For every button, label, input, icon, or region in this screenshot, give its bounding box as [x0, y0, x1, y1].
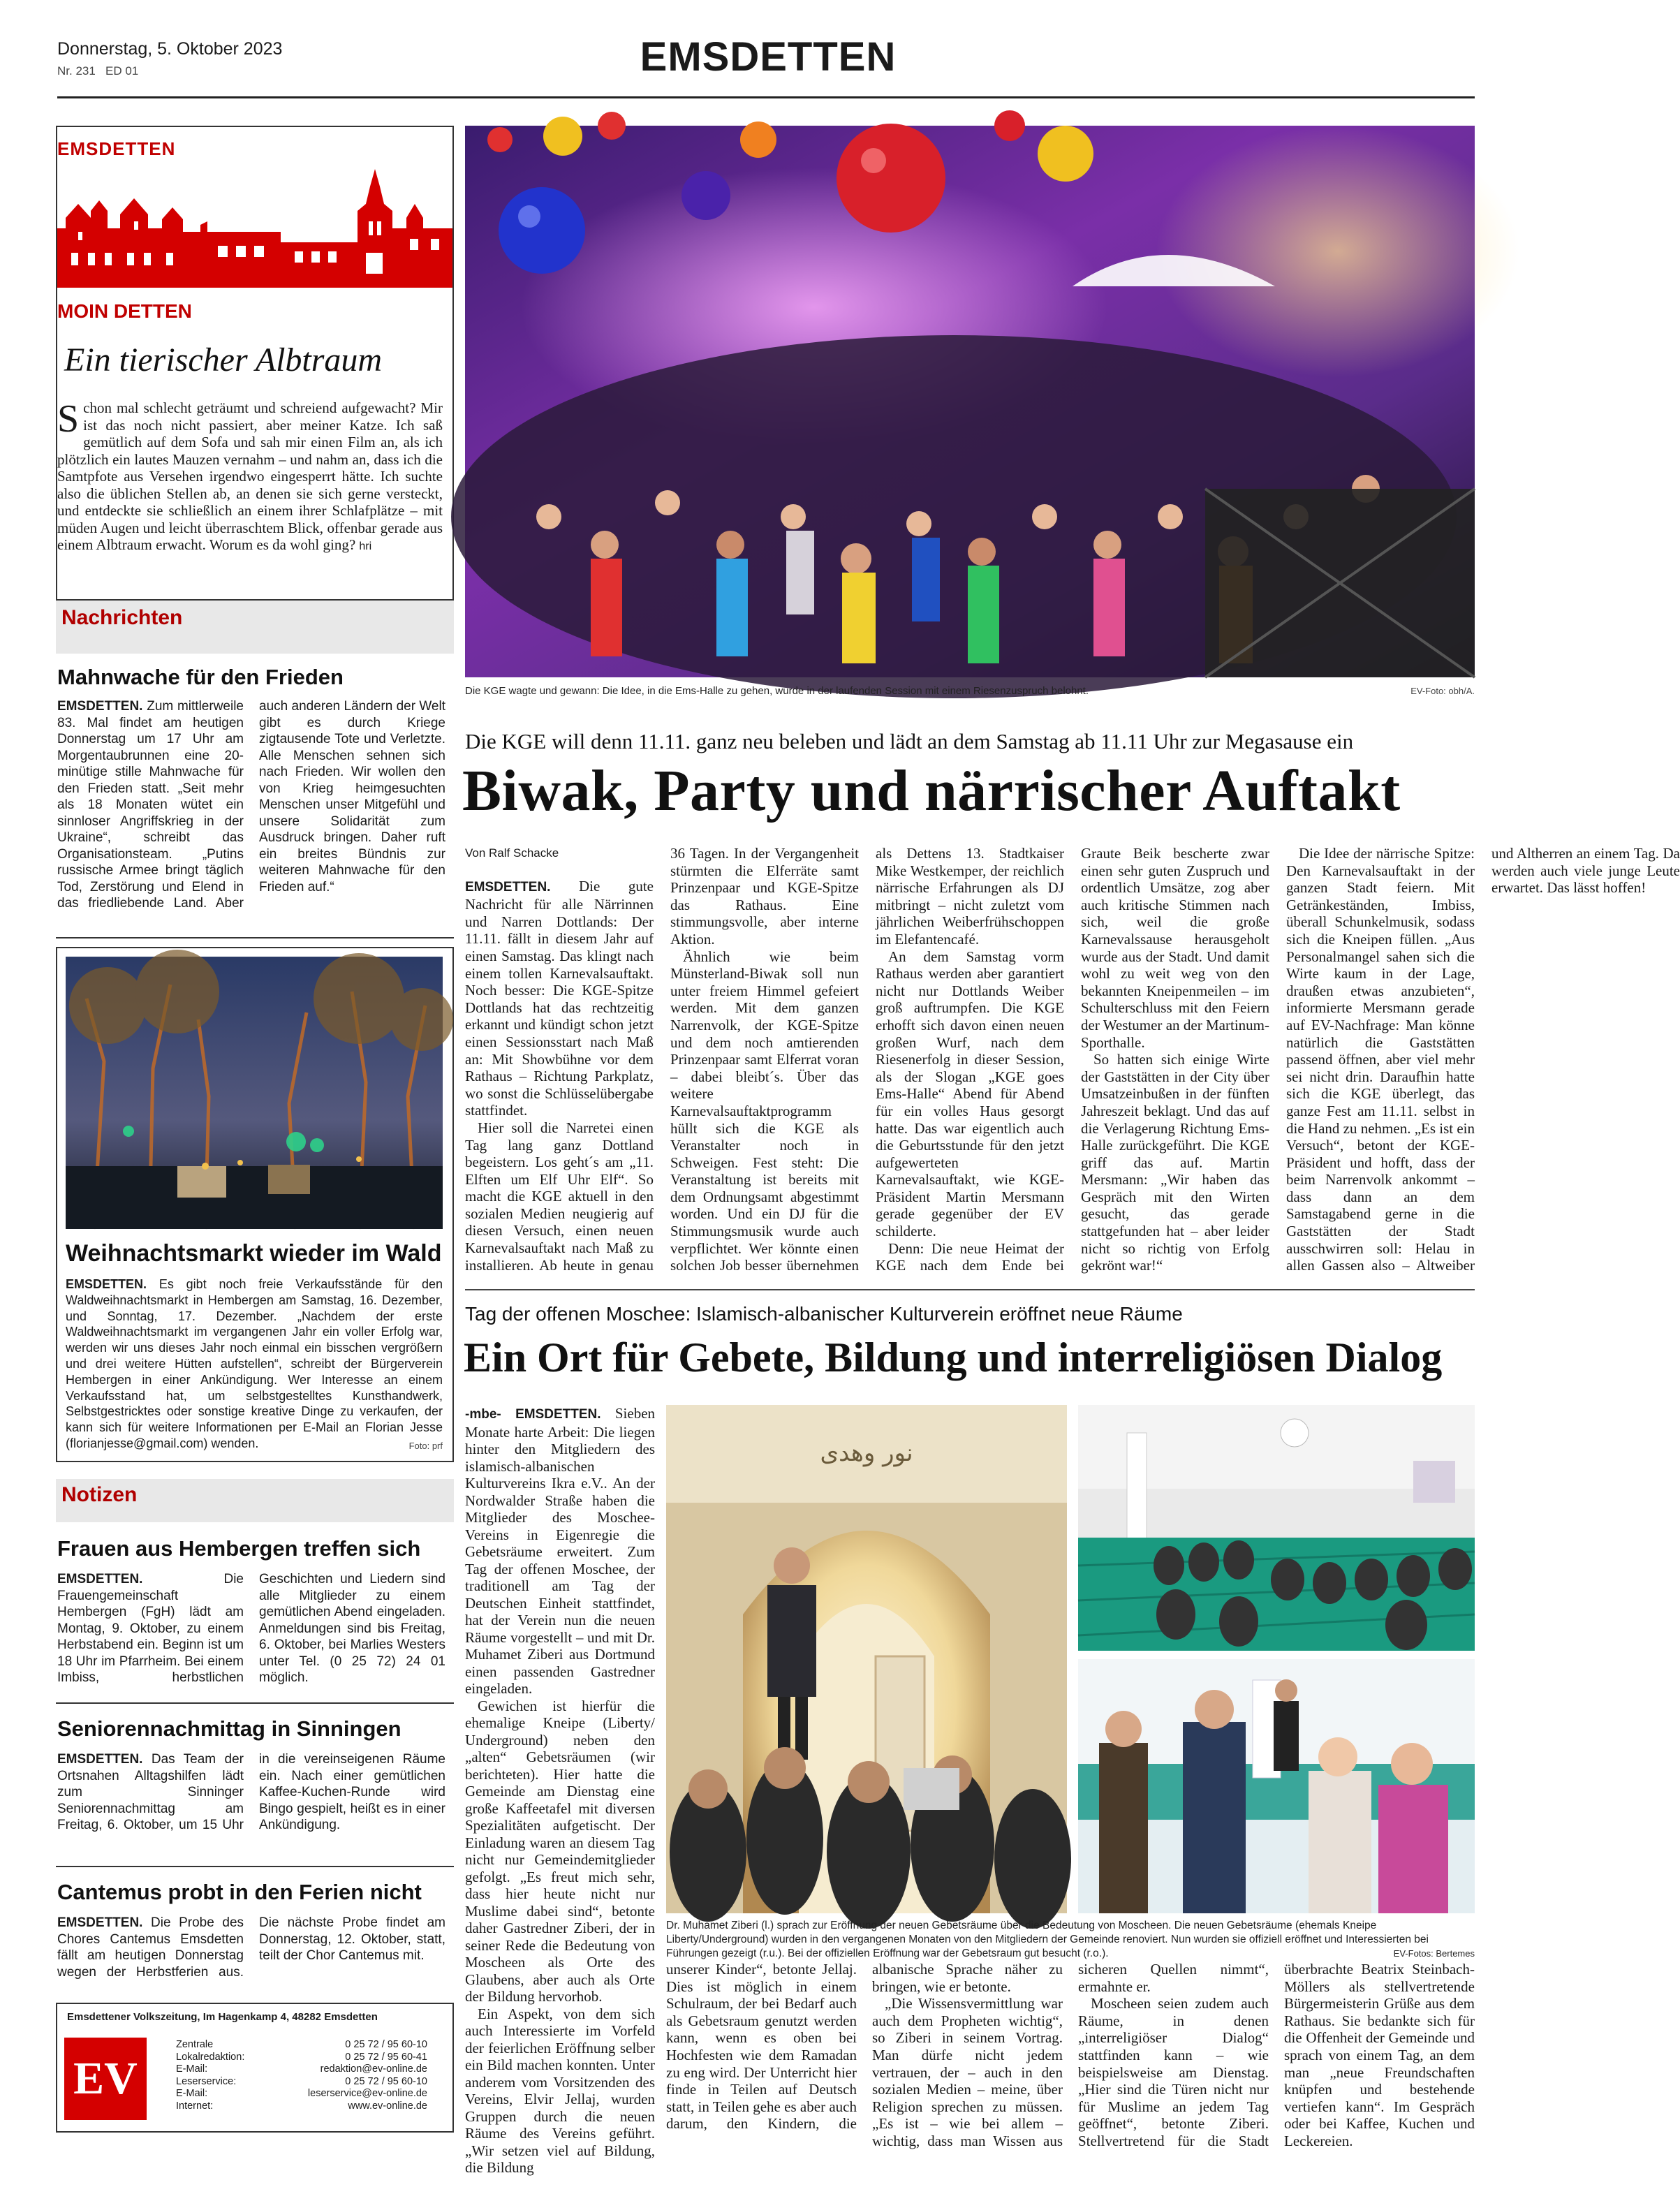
second-paragraph: Gewichen ist hierfür die ehemalige Kneipe (Liberty/ Underground) neben den „alten“ Gebetsräumen (wir berichteten). Hier hatte die Gemeinde am Dienstag eine große Kaffeetafel mit diversen Spezialitäten aufgetischt. Der Einladung waren an diesem Tag nicht nur Gemeindemitglieder gefolgt. „Es freut mich sehr, dass hier heute nicht nur Muslime dabei sind“, betonte daher Gastredner Ziberi, der in seiner Rede die Bedeutung von Moscheen als Orte des Glaubens, aber auch als Orte der Bildung hervorhob.: [465, 1697, 655, 2005]
imprint-row-label: Internet:: [176, 2100, 214, 2112]
lead-paragraph: Ähnlich wie beim Münsterland-Biwak soll nun unter freiem Himmel gefeiert werden. Mit dem ganzen Narrenvolk, der KGE-Spitze und dem noch amtierenden Prinzenpaar samt Elferrat voran – dabei bleibt´s. Über das weitere Karnevalsauftaktprogramm hüllt sich die KGE als Veranstalter noch in Schweigen. Fest steht: Die Veranstaltung ist bereits mit dem Ordnungsamt abgestimmt worden. Und ein DJ für die Stimmungsmusik wurde auch verpflichtet. Wer könnte einen solchen Job besser übernehmen als Dettens 13. Stadtkaiser Mike Westkemper, der reichlich närrische Erfahrungen als DJ mitbringt – nicht zuletzt vom jährlichen Weiberfrühschoppen im Elefantencafé.: [670, 845, 1064, 1274]
lead-photo-credit: EV-Foto: obh/A.: [1410, 686, 1475, 696]
news2-text: EMSDETTEN. Es gibt noch freie Verkaufsstände für den Waldweihnachtsmarkt in Hembergen am Samstag, 16. Dezember, und Sonntag, 17. Dezember. „Nachdem der erste Waldweihnachtsmarkt im vergangenen Jahr ein voller Erfolg war, werden wir uns dieses Jahr noch einmal ein bisschen vergrößern und drei weitere Hütten aufstellen“, schreibt der Bürgerverein Hembergen in einer Ankündigung. Wer Interesse an einem Verkaufsstand hat, um selbstgestelltes Kunsthandwerk, Selbstgestricktes oder sonstige kreative Dinge zu verkaufen, der kann sich für weitere Informationen per E-Mail an Florian Jesse (florianjesse@gmail.com) wenden. Foto: prf: [66, 1276, 443, 1455]
mosque-photo-caption: Dr. Muhamet Ziberi (l.) sprach zur Eröffnung der neuen Gebetsräume über die Bedeutung von Moscheen. Die neuen Gebetsräume (ehemals Kneipe Liberty/Underground) wurden in den vergangenen Monaten von den Mitgliedern der Gemeinde renoviert. Nun wurden sie offiziell eröffnet und Interessierten bei Führungen gezeigt (r.u.). Bei der offiziellen Eröffnung war der Gebetsraum gut besucht (r.o.). EV-Fotos: Bertemes: [666, 1920, 1475, 1959]
lead-kicker: Die KGE will denn 11.11. ganz neu beleben und lädt an dem Samstag ab 11.11 Uhr zur Megasause ein: [465, 729, 1354, 753]
notes-label: Notizen: [56, 1479, 454, 1522]
imprint-row-value: leserservice@ev-online.de: [307, 2088, 427, 2099]
header-rule: [57, 96, 1475, 98]
issue-number: Nr. 231 ED 01: [57, 64, 139, 78]
town-skyline-illustration: [57, 162, 452, 288]
town-label: EMSDETTEN: [57, 138, 176, 159]
notes2-headline: Seniorennachmittag in Sinningen: [57, 1716, 401, 1741]
second-kicker: Tag der offenen Moschee: Islamisch-albanischer Kulturverein eröffnet neue Räume: [465, 1303, 1183, 1325]
imprint-row-value: 0 25 72 / 95 60-41: [345, 2051, 427, 2063]
dropcap: S: [57, 397, 80, 441]
lead-photo-caption: Die KGE wagte und gewann: Die Idee, in die Ems-Halle zu gehen, wurde in der laufenden Session mit einem Riesenzuspruch belohnt.: [465, 685, 1089, 697]
imprint-contacts: [176, 2039, 427, 2112]
second-paragraph: Moscheen seien zudem auch Räume, in denen „interreligiöser Dialog“ stattfinden kann – wie beispielsweise am Dienstag. „Hier sind die Türen nicht nur für Muslime an jedem Tag geöffnet“, betonte Ziberi. Stellvertretend für die Stadt überbrachte Beatrix Steinbach-Möllers als stellvertretende Bürgermeisterin Grüße aus dem Rathaus. Sie bedankte sich für die Offenheit der Gemeinde und sprach von einem Tag, an dem man „neue Freundschaften knüpfen und bestehende vertiefen kann“. Im Gespräch oder bei Kaffee, Kuchen und Leckereien.: [1078, 1961, 1475, 2149]
divider: [56, 937, 454, 938]
news2-headline: Weihnachtsmarkt wieder im Wald: [66, 1240, 442, 1267]
column-title: Ein tierischer Albtraum: [64, 341, 383, 378]
mosque-photo-credit: EV-Fotos: Bertemes: [1393, 1948, 1475, 1959]
carnival-party-photo: [465, 126, 1475, 677]
imprint-row-value: 0 25 72 / 95 60-10: [345, 2039, 427, 2050]
imprint-row-value: www.ev-online.de: [348, 2100, 427, 2112]
divider: [56, 1702, 454, 1704]
second-paragraph: „Die Wissensvermittlung war auch dem Propheten wichtig“, so Ziberi in seinem Vortrag. Man dürfe nicht jedem vertrauen, der – auch in den sozialen Medien – meine, über Religion sprechen zu müssen. „Es ist – wie bei allem – wichtig, dass man Wissen aus sicheren Quellen nimmt“, ermahnte er.: [872, 1961, 1269, 2149]
notes2-text: EMSDETTEN. Das Team der Ortsnahen Alltagshilfen lädt zum Sinninger Seniorennachmittag am Freitag, 6. Oktober, um 15 Uhr in die vereinseigenen Räume ein. Nach einer gemütlichen Kaffee-Kuchen-Runde wird Bingo gespielt, heißt es in einer Ankündigung.: [57, 1752, 445, 1832]
section-title: EMSDETTEN: [640, 34, 897, 80]
imprint-row-label: E-Mail:: [176, 2063, 208, 2075]
second-article-bottom: [666, 1961, 1475, 2156]
imprint-row-label: Leserservice:: [176, 2075, 237, 2087]
news1-text: EMSDETTEN. Zum mittlerweile 83. Mal findet am heutigen Donnerstag um 17 Uhr am Morgentaubrunnen eine 20-minütige stille Mahnwache für den Frieden statt. „Seit mehr als 18 Monaten wütet ein sinnloser Angriffskrieg in der Ukraine“, schreibt das Organisationsteam. „Putins russische Armee bringt täglich Tod, Zerstörung und Elend in das friedliebende Land. Aber auch anderen Ländern der Welt gibt es durch Kriege zigtausende Tote und Verletzte. Alle Menschen sehnen sich nach Frieden. Wir wollen den von Krieg heimgesuchten Menschen unser Mitgefühl und unsere Solidarität zum Ausdruck bringen. Daher ruft ein breites Bündnis zur weiteren Mahnwache für den Frieden auf.“: [57, 699, 445, 911]
second-headline: Ein Ort für Gebete, Bildung und interreligiösen Dialog: [464, 1334, 1443, 1381]
second-article-col1: -mbe- EMSDETTEN. Sieben Monate harte Arbeit: Die liegen hinter den Mitgliedern des islamisch-albanischen Kulturvereins Ikra e.V.. An der Nordwalder Straße haben die Mitglieder des Moschee-Vereins in Eigenregie die Gebetsräume erweitert. Zum Tag der offenen Moschee, der traditionell am Tag der Deutschen Einheit stattfindet, hat der Verein nun die neuen Räume vorgestellt – und mit Dr. Muhamet Ziberi aus Dortmund einen passenden Gastredner eingeladen. Gewichen ist hierfür die ehemalige Kneipe (Liberty/ Underground) neben den „alten“ Gebetsräumen (wir berichteten). Hier hatte die Gemeinde am Dienstag eine große Kaffeetafel mit diversen Spezialitäten aufgetischt. Der Einladung waren an diesem Tag nicht nur Gemeindemitglieder gefolgt. „Es freut mich sehr, dass hier heute nicht nur Muslime dabei sind“, betonte daher Gastredner Ziberi, der in seiner Rede die Bedeutung von Moscheen als Orte des Glaubens, aber auch als Orte der Bildung hervorhob. Ein Aspekt, von dem sich auch Interessierte im Vorfeld der feierlichen Eröffnung selber ein Bild machen konnten. Unter anderem vom Vorsitzenden des Vereins, Elvir Jellaj, wurden Gruppen durch die neuen Räume des Vereins geführt. „Wir setzen viel auf Bildung, die Bildung: [465, 1405, 656, 2176]
news1-headline: Mahnwache für den Frieden: [57, 665, 344, 689]
lead-paragraph: Denn: Die neue Heimat der KGE nach dem Ende bei Graute Beik bescherte zwar einen sehr guten Zuspruch und ordentlich Umsätze, zog aber auch kritische Stimmen nach sich, weil die große Karnevalssause herausgeholt wurde aus der Stadt. Und damit wohl zu weit weg von den bekannten Kneipenmeilen – im Schulterschluss mit den Feiern der Westumer an der Martinum-Sporthalle.: [876, 845, 1269, 1274]
notes3-headline: Cantemus probt in den Ferien nicht: [57, 1880, 422, 1904]
mosque-speaker-photo: [666, 1405, 1067, 1913]
lead-byline: Von Ralf Schacke: [465, 846, 559, 860]
ev-logo: EV: [64, 2038, 147, 2120]
column-rubric: MOIN DETTEN: [57, 300, 192, 322]
lead-paragraph: EMSDETTEN. Die gute Nachricht für alle Närrinnen und Narren Dottlands: Der 11.11. fällt in diesem Jahr auf einen Samstag. Das klingt nach einem tollen Karnevalsauftakt. Noch besser: Die KGE-Spitze Dottlands hat das rechtzeitig erkannt und kündigt schon jetzt einen Sessionsstart nach Maß an: Mit Showbühne vor dem Rathaus – Richtung Parkplatz, wo sonst die Schlüsselübergabe stattfindet.: [465, 877, 654, 1119]
column-text: Schon mal schlecht geträumt und schreiend aufgewacht? Mir ist das noch nicht passiert, aber meiner Katze. Ich saß gemütlich auf dem Sofa und sah mir einen Film an, als ich plötzlich ein lautes Mauzen vernahm – und nahm an, dass ich die Samtpfote aus Versehen irgendwo eingesperrt hätte. Ich suchte also die üblichen Stellen ab, an denen sie sich gerne versteckt, und entdeckte sie schließlich an einem ihrer Schlafplätze – mit müden Augen und leicht überraschtem Blick, offenbar gerade aus einem Albtraum erwacht. Worum es da wohl ging? hri: [57, 397, 443, 553]
second-paragraph: Ein Aspekt, von dem sich auch Interessierte im Vorfeld der feierlichen Eröffnung selber ein Bild machen konnten. Unter anderem vom Vorsitzenden des Vereins, Elvir Jellaj, wurden Gruppen durch die neuen Räume des Vereins geführt. „Wir setzen viel auf Bildung, die Bildung: [465, 2005, 655, 2176]
second-paragraph: unserer Kinder“, betonte Jellaj. Dies ist möglich in einem Schulraum, der bei Bedarf auch als Gebetsraum genutzt werden kann, wenn es oben bei Hochfesten wie dem Ramadan zu eng wird. Der Unterricht hier finde in Teilen auf Deutsch statt, in Teilen gehe es aber auch darum, den Kindern, die albanische Sprache näher zu bringen, wie er betonte.: [666, 1961, 1063, 2133]
lead-headline: Biwak, Party und närrischer Auftakt: [462, 758, 1401, 823]
imprint-row-value: 0 25 72 / 95 60-10: [345, 2075, 427, 2087]
notes1-text: EMSDETTEN. Die Frauengemeinschaft Hembergen (FgH) lädt am Montag, 9. Oktober, zu einem Herbstabend ein. Beginn ist um 18 Uhr im Pfarrheim. Bei einem Imbiss, herbstlichen Geschichten und Liedern sind alle Mitglieder zu einem gemütlichen Abend eingeladen. Anmeldungen sind bis Freitag, 6. Oktober, bei Marlies Westers unter Tel. (0 25 72) 24 01 möglich.: [57, 1572, 445, 1685]
notes1-headline: Frauen aus Hembergen treffen sich: [57, 1536, 421, 1561]
imprint-row: [176, 2052, 427, 2064]
imprint-publisher: Emsdettener Volkszeitung, Im Hagenkamp 4, 48282 Emsdetten: [67, 2011, 378, 2023]
article-divider: [465, 1289, 1475, 1290]
mosque-tour-photo: [1078, 1659, 1475, 1913]
imprint-row-value: redaktion@ev-online.de: [320, 2063, 427, 2075]
news2-credit: Foto: prf: [408, 1440, 443, 1451]
imprint-row: [176, 2039, 427, 2052]
lead-paragraph: Hier soll die Narretei einen Tag lang ganz Dottland begeistern. Los geht´s am „11. Elften um Elf Uhr Elf“. So macht die KGE aktuell in den sozialen Medien neugierig auf diesen Versuch, einen neuen Karnevalsauftakt nach Maß zu installieren. Ab heute in genau 36 Tagen. In der Vergangenheit stürmten die Elferräte samt Prinzenpaar und KGE-Spitze das Rathaus. Eine stimmungsvolle, aber interne Aktion.: [465, 845, 859, 1274]
imprint-row: [176, 2063, 427, 2076]
imprint-row: [176, 2088, 427, 2100]
imprint-row-label: Zentrale: [176, 2039, 214, 2050]
notes3-text: EMSDETTEN. Die Probe des Chores Cantemus Emsdetten fällt am heutigen Donnerstag wegen der Herbstferien aus. Die nächste Probe findet am Donnerstag, 12. Oktober, statt, teilt der Chor Cantemus mit.: [57, 1915, 445, 1980]
lead-paragraph: Die Idee der närrische Spitze: Den Karnevalsauftakt in der ganzen Stadt feiern. Mit Getränkeständen, Imbiss, überall Schunkelmusik, sodass sich die Kneipen füllen. „Aus Personalmangel sahen sich die Wirte kaum in der Lage, draußen etwas anzubieten“, informierte Mersmann gerade auf EV-Nachfrage: Man könne natürlich die Gaststätten passend öffnen, aber viel mehr sei nicht drin. Daraufhin hatte sich die KGE überlegt, das ganze Fest am 11.11. selbst in die Hand zu nehmen. „Es ist ein Versuch“, betont der KGE-Präsident und hofft, dass der beim Narrenvolk ankommt – dass dann an dem Samstagabend gerne in die Gaststätten der Stadt ausschwirren soll: Helau in allen Gassen also – Altweiber und Altherren an einem Tag. Da werden auch viele junge Leute erwartet. Das lässt hoffen!: [1286, 845, 1680, 1274]
mosque-prayer-room-photo: [1078, 1405, 1475, 1651]
imprint-row: [176, 2076, 427, 2089]
forest-market-photo: [66, 957, 443, 1229]
imprint-row-label: E-Mail:: [176, 2088, 208, 2099]
lead-article-body: [465, 845, 1680, 1285]
news-label: Nachrichten: [56, 601, 454, 654]
lead-paragraph: An dem Samstag vorm Rathaus werden aber garantiert nicht nur Dottlands Weiber groß auftrumpfen. Die KGE erhofft sich davon einen neuen großen Wurf, nach dem Riesenerfolg in dieser Session, als der Slogan „KGE goes Ems-Halle“ Abend für Abend für ein volles Haus gesorgt hatte. Das war eigentlich auch die Geburtsstunde für den jetzt aufgewerteten Karnevalsauftakt, wie KGE-Präsident Martin Mersmann gerade gegenüber der EV schilderte.: [876, 948, 1064, 1240]
page-date: Donnerstag, 5. Oktober 2023: [57, 39, 283, 59]
imprint-row-label: Lokalredaktion:: [176, 2051, 245, 2063]
divider: [56, 1866, 454, 1867]
lead-paragraph: So hatten sich einige Wirte der Gaststätten in der City über Umsatzeinbußen in der fünften Jahreszeit beklagt. Und das auf die Verlagerung Richtung Ems-Halle zurückgeführt. Die KGE griff das auf. Martin Mersmann: „Wir haben das Gespräch mit den Wirten gesucht, das gerade stattgefunden hat – aber leider nicht so richtig von Erfolg gekrönt war!“: [1081, 1051, 1269, 1274]
arabic-inscription: نور وهدى: [820, 1439, 913, 1467]
imprint-row: [176, 2100, 427, 2113]
